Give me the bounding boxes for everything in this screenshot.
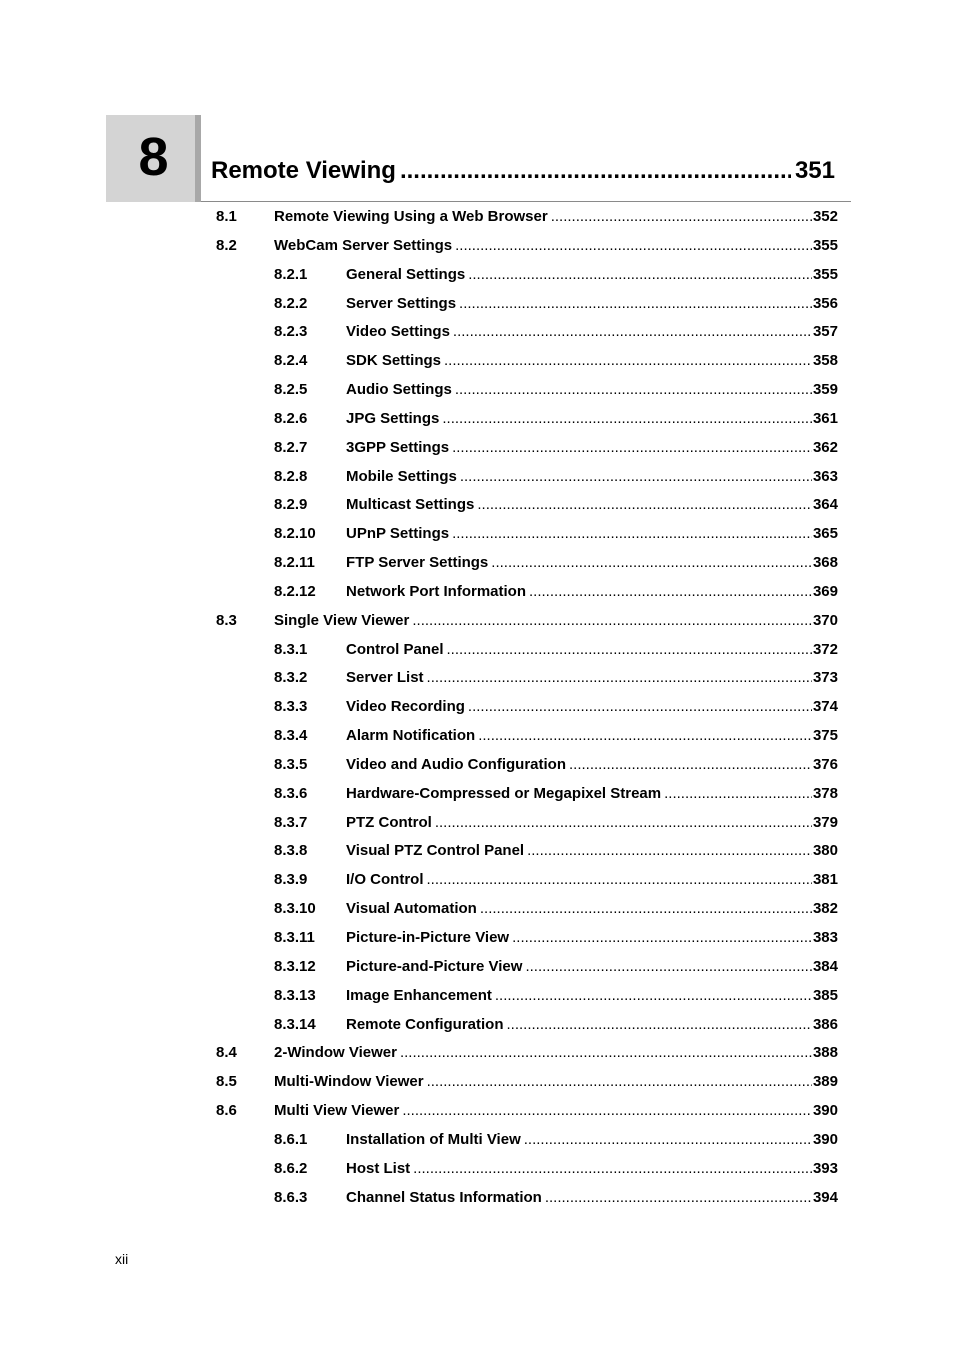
toc-entry[interactable] bbox=[274, 495, 838, 515]
chapter-heading bbox=[211, 157, 835, 191]
toc-entry-title: Image Enhancement bbox=[346, 986, 492, 1004]
toc-entry-page: 369 bbox=[812, 582, 838, 600]
toc-entry-title: WebCam Server Settings bbox=[274, 236, 453, 254]
toc-entry-number: 8.2.7 bbox=[274, 438, 308, 456]
toc-entry-page: 368 bbox=[812, 554, 838, 572]
toc-leader-dots bbox=[525, 957, 812, 977]
toc-leader-dots bbox=[452, 438, 812, 458]
toc-leader-dots bbox=[529, 582, 812, 602]
toc-leader-dots bbox=[455, 380, 812, 400]
toc-entry-title: Mobile Settings bbox=[346, 467, 457, 485]
toc-leader-dots bbox=[507, 1015, 812, 1035]
toc-entry[interactable] bbox=[274, 265, 838, 285]
toc-entry[interactable] bbox=[274, 668, 838, 688]
toc-entry[interactable] bbox=[274, 582, 838, 602]
toc-entry-page: 352 bbox=[812, 208, 838, 225]
chapter-number: 8 bbox=[138, 127, 169, 187]
toc-entry[interactable] bbox=[216, 1072, 838, 1092]
toc-entry-title: Multi-Window Viewer bbox=[274, 1073, 424, 1091]
toc-entry-number: 8.4 bbox=[216, 1044, 237, 1062]
toc-entry-page: 389 bbox=[812, 1073, 838, 1091]
toc-entry[interactable] bbox=[274, 553, 838, 573]
toc-entry-number: 8.3.12 bbox=[274, 957, 316, 975]
toc-entry[interactable] bbox=[216, 207, 838, 227]
toc-entry[interactable] bbox=[274, 813, 838, 833]
toc-entry-title: Remote Viewing Using a Web Browser bbox=[274, 208, 548, 225]
toc-leader-dots bbox=[491, 553, 812, 573]
toc-leader-dots bbox=[447, 640, 812, 660]
toc-leader-dots bbox=[413, 1159, 812, 1179]
toc-entry-number: 8.3 bbox=[216, 611, 237, 629]
toc-entry-title: Multicast Settings bbox=[346, 496, 475, 514]
chapter-page: 351 bbox=[794, 157, 835, 184]
toc-entry[interactable] bbox=[274, 409, 838, 429]
toc-entry-page: 378 bbox=[812, 784, 838, 802]
toc-entry-page: 372 bbox=[812, 640, 838, 658]
toc-entry[interactable] bbox=[274, 1015, 838, 1035]
toc-entry-title: Visual Automation bbox=[346, 900, 477, 918]
toc-entry[interactable] bbox=[274, 870, 838, 890]
toc-entry-title: PTZ Control bbox=[346, 813, 432, 831]
toc-entry-page: 364 bbox=[812, 496, 838, 514]
toc-entry-page: 375 bbox=[812, 727, 838, 745]
toc-entry-title: Network Port Information bbox=[346, 582, 527, 600]
toc-entry-page: 365 bbox=[812, 525, 838, 543]
toc-entry-title: Server List bbox=[346, 669, 424, 687]
toc-entry-number: 8.3.5 bbox=[274, 755, 308, 773]
toc-entry-number: 8.2.11 bbox=[274, 554, 315, 572]
toc-leader-dots bbox=[468, 265, 812, 285]
toc-entry-title: Remote Configuration bbox=[346, 1015, 504, 1033]
toc-entry-page: 390 bbox=[812, 1130, 838, 1148]
toc-entry-page: 379 bbox=[812, 813, 838, 831]
toc-entry-number: 8.2.3 bbox=[274, 323, 308, 341]
toc-entry-page: 376 bbox=[812, 755, 838, 773]
toc-leader-dots bbox=[453, 322, 812, 342]
toc-entry-number: 8.2.2 bbox=[274, 294, 308, 312]
toc-entry[interactable] bbox=[274, 986, 838, 1006]
toc-entry-page: 361 bbox=[812, 409, 838, 427]
toc-entry-number: 8.3.2 bbox=[274, 669, 308, 687]
toc-entry-number: 8.2.8 bbox=[274, 467, 308, 485]
toc-leader-dots bbox=[455, 236, 812, 256]
toc-entry-title: General Settings bbox=[346, 265, 466, 283]
toc-entry[interactable] bbox=[274, 755, 838, 775]
toc-entry-page: 370 bbox=[812, 611, 838, 629]
toc-entry-number: 8.2.9 bbox=[274, 496, 308, 514]
toc-entry[interactable] bbox=[216, 1043, 838, 1063]
toc-leader-dots bbox=[460, 467, 812, 487]
toc-entry[interactable] bbox=[274, 380, 838, 400]
toc-entry-page: 374 bbox=[812, 698, 838, 716]
chapter-divider bbox=[201, 201, 851, 202]
toc-entry-number: 8.2.5 bbox=[274, 381, 308, 399]
toc-entry-page: 373 bbox=[812, 669, 838, 687]
toc-entry[interactable] bbox=[274, 438, 838, 458]
toc-entry-page: 393 bbox=[812, 1159, 838, 1177]
toc-entry-title: Picture-in-Picture View bbox=[346, 929, 510, 946]
toc-leader-dots bbox=[664, 784, 812, 804]
chapter-title: Remote Viewing bbox=[211, 157, 396, 184]
toc-entry-number: 8.3.6 bbox=[274, 784, 308, 802]
toc-entry-page: 355 bbox=[812, 236, 838, 254]
toc-entry-title: Visual PTZ Control Panel bbox=[346, 842, 525, 860]
toc-entry-number: 8.2.6 bbox=[274, 409, 308, 427]
toc-leader-dots bbox=[545, 1188, 812, 1208]
toc-entry-title: Hardware-Compressed or Megapixel Stream bbox=[346, 784, 662, 802]
toc-entry-page: 388 bbox=[812, 1044, 838, 1062]
toc-entry-title: Video Settings bbox=[346, 323, 450, 341]
toc-entry-number: 8.2.12 bbox=[274, 582, 316, 600]
toc-leader-dots bbox=[512, 928, 812, 948]
toc-entry-page: 384 bbox=[812, 957, 838, 975]
toc-leader-dots bbox=[427, 1072, 812, 1092]
toc-leader-dots bbox=[435, 813, 812, 833]
toc-entry-page: 382 bbox=[812, 900, 838, 918]
toc-entry[interactable] bbox=[274, 294, 838, 314]
toc-entry[interactable] bbox=[274, 841, 838, 861]
toc-leader-dots bbox=[402, 1101, 812, 1121]
toc-leader-dots bbox=[524, 1130, 812, 1150]
toc-leader-dots bbox=[412, 611, 812, 631]
toc-leader-dots bbox=[452, 524, 812, 544]
toc-leader-dots bbox=[427, 668, 812, 688]
toc-entry-number: 8.3.3 bbox=[274, 698, 308, 716]
toc-entry[interactable] bbox=[216, 236, 838, 256]
toc-entry-page: 390 bbox=[812, 1102, 838, 1120]
toc-entry-number: 8.3.11 bbox=[274, 929, 315, 946]
toc-entry-number: 8.6.3 bbox=[274, 1188, 308, 1206]
toc-entry-title: UPnP Settings bbox=[346, 525, 450, 543]
toc-leader-dots bbox=[477, 495, 812, 515]
toc-entry-number: 8.1 bbox=[216, 208, 237, 225]
toc-leader-dots bbox=[444, 351, 812, 371]
toc-entry-title: SDK Settings bbox=[346, 352, 442, 370]
toc-entry-title: Multi View Viewer bbox=[274, 1102, 400, 1120]
toc-entry-title: 2-Window Viewer bbox=[274, 1044, 397, 1062]
toc-entry-number: 8.6 bbox=[216, 1102, 237, 1120]
toc-entry-page: 362 bbox=[812, 438, 838, 456]
toc-leader-dots bbox=[478, 726, 812, 746]
toc-entry[interactable] bbox=[274, 957, 838, 977]
toc-entry[interactable] bbox=[274, 1159, 838, 1179]
toc-entry-number: 8.3.13 bbox=[274, 986, 316, 1004]
toc-entry-number: 8.3.4 bbox=[274, 727, 308, 745]
toc-entry[interactable] bbox=[274, 928, 838, 948]
toc-entry-title: Channel Status Information bbox=[346, 1188, 542, 1206]
toc-entry-title: Picture-and-Picture View bbox=[346, 957, 523, 975]
toc-entry[interactable] bbox=[274, 467, 838, 487]
toc-entry-title: Host List bbox=[346, 1159, 411, 1177]
toc-entry-number: 8.6.2 bbox=[274, 1159, 308, 1177]
toc-entry-page: 356 bbox=[812, 294, 838, 312]
toc-entry-number: 8.2.1 bbox=[274, 265, 308, 283]
toc-leader-dots bbox=[551, 207, 812, 227]
toc-entry-number: 8.6.1 bbox=[274, 1130, 308, 1148]
toc-entry[interactable] bbox=[274, 1130, 838, 1150]
toc-entry-page: 359 bbox=[812, 381, 838, 399]
toc-entry[interactable] bbox=[274, 351, 838, 371]
toc-entry-number: 8.3.7 bbox=[274, 813, 308, 831]
toc-entry-number: 8.3.14 bbox=[274, 1015, 316, 1033]
toc-entry[interactable] bbox=[274, 1188, 838, 1208]
toc-leader-dots bbox=[400, 1043, 812, 1063]
toc-entry-page: 357 bbox=[812, 323, 838, 341]
toc-entry[interactable] bbox=[274, 726, 838, 746]
toc-entry-title: Server Settings bbox=[346, 294, 457, 312]
toc-entry-title: Video and Audio Configuration bbox=[346, 755, 566, 773]
toc-entry-title: Installation of Multi View bbox=[346, 1130, 521, 1148]
toc-entry-number: 8.3.1 bbox=[274, 640, 308, 658]
toc-entry[interactable] bbox=[274, 697, 838, 717]
toc-entry-page: 363 bbox=[812, 467, 838, 485]
toc-entry-number: 8.3.8 bbox=[274, 842, 308, 860]
toc-entry-page: 380 bbox=[812, 842, 838, 860]
toc-entry[interactable] bbox=[216, 611, 838, 631]
toc-entry[interactable] bbox=[274, 524, 838, 544]
toc-entry-page: 355 bbox=[812, 265, 838, 283]
toc-leader-dots bbox=[468, 697, 812, 717]
toc-entry-title: Alarm Notification bbox=[346, 727, 476, 745]
chapter-leader-dots bbox=[400, 157, 791, 185]
toc-entry-page: 383 bbox=[812, 929, 838, 946]
toc-entry-page: 386 bbox=[812, 1015, 838, 1033]
toc-leader-dots bbox=[442, 409, 812, 429]
chapter-number-box bbox=[106, 115, 201, 202]
toc-leader-dots bbox=[459, 294, 812, 314]
toc-entry-page: 358 bbox=[812, 352, 838, 370]
toc-entry-number: 8.2.10 bbox=[274, 525, 316, 543]
toc-entry-title: FTP Server Settings bbox=[346, 554, 489, 572]
toc-entry-number: 8.3.9 bbox=[274, 871, 308, 889]
toc-entry-title: JPG Settings bbox=[346, 409, 440, 427]
toc-entry-title: Control Panel bbox=[346, 640, 444, 658]
toc-leader-dots bbox=[569, 755, 812, 775]
toc-entry-number: 8.2 bbox=[216, 236, 237, 254]
toc-entry[interactable] bbox=[274, 322, 838, 342]
toc-entry-title: 3GPP Settings bbox=[346, 438, 450, 456]
toc-entry-number: 8.2.4 bbox=[274, 352, 308, 370]
toc-leader-dots bbox=[527, 841, 812, 861]
toc-entry-page: 381 bbox=[812, 871, 838, 889]
toc-entry-title: Single View Viewer bbox=[274, 611, 410, 629]
toc-entry-title: I/O Control bbox=[346, 871, 424, 889]
toc-entry-page: 394 bbox=[812, 1188, 838, 1206]
toc-entry-number: 8.5 bbox=[216, 1073, 237, 1091]
toc-leader-dots bbox=[427, 870, 812, 890]
toc-entry[interactable] bbox=[216, 1101, 838, 1121]
toc-entry[interactable] bbox=[274, 640, 838, 660]
toc-entry[interactable] bbox=[274, 899, 838, 919]
toc-entry-title: Video Recording bbox=[346, 698, 465, 716]
page-number: xii bbox=[115, 1251, 129, 1267]
toc-entry-page: 385 bbox=[812, 986, 838, 1004]
toc-leader-dots bbox=[480, 899, 812, 919]
toc-leader-dots bbox=[495, 986, 812, 1006]
toc-entry[interactable] bbox=[274, 784, 838, 804]
toc-entry-number: 8.3.10 bbox=[274, 900, 316, 918]
toc-entry-title: Audio Settings bbox=[346, 381, 452, 399]
